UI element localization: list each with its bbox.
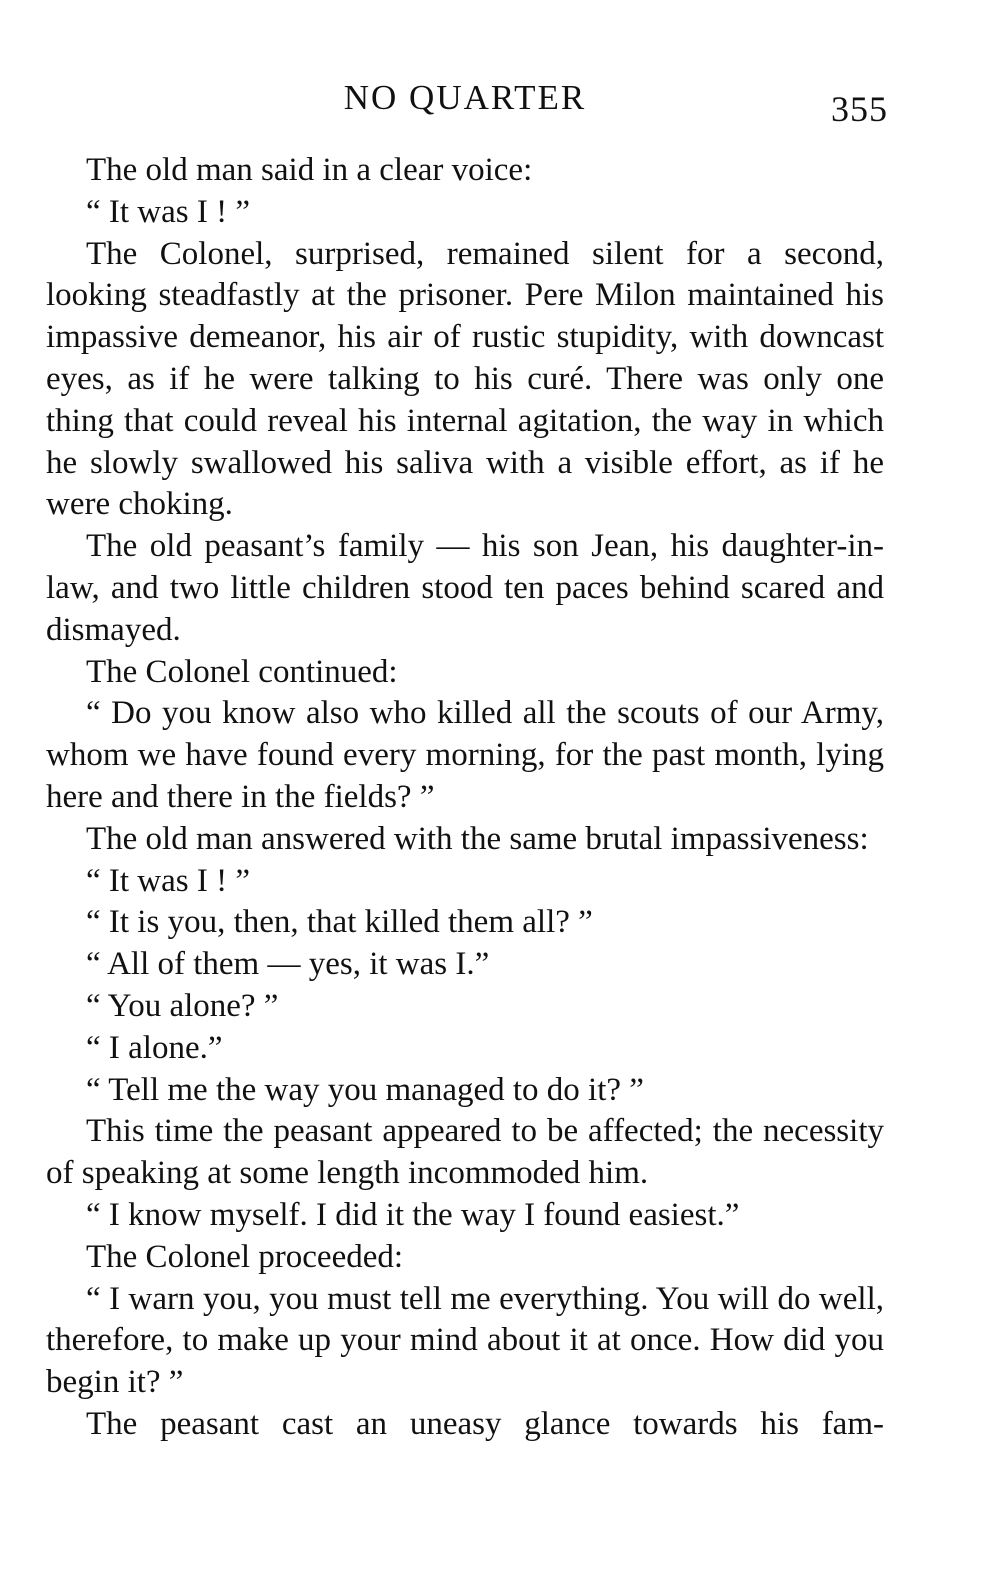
- running-head: [0, 78, 1000, 128]
- paragraph: The Colonel, surprised, remained silent for a second, looking steadfastly at the prisoner. Pere Milon maintained his impassive demeanor, his air of rustic stupidity, with downcast eyes, as if he were talking to his curé. There was only one thing that could reveal his internal agitation, the way in which he slowly swallowed his saliva with a visible effort, as if he were choking.: [46, 235, 884, 523]
- paragraph: “ I warn you, you must tell me everything. You will do well, therefore, to make up your mind about it at once. How did you begin it? ”: [46, 1280, 884, 1401]
- paragraph: “ It is you, then, that killed them all? ”: [86, 904, 593, 941]
- paragraph: “ I know myself. I did it the way I found easiest.”: [86, 1196, 740, 1233]
- paragraph: “ It was I ! ”: [86, 193, 251, 230]
- paragraph: “ Do you know also who killed all the scouts of our Army, whom we have found every morning, for the past month, lying here and there in the fields? ”: [46, 695, 884, 815]
- paragraph: The peasant cast an uneasy glance towards his fam-: [86, 1405, 884, 1442]
- paragraph: “ All of them — yes, it was I.”: [86, 946, 490, 983]
- paragraph: The Colonel proceeded:: [86, 1238, 404, 1275]
- paragraph: “ Tell me the way you managed to do it? ”: [86, 1071, 644, 1108]
- page-number: 355: [831, 89, 888, 129]
- paragraph: “ You alone? ”: [86, 987, 279, 1024]
- body-text: [46, 150, 884, 1446]
- paragraph: This time the peasant appeared to be affected; the necessity of speaking at some length incommoded him.: [46, 1113, 884, 1192]
- paragraph: The old peasant’s family — his son Jean, his daughter-in-law, and two little children stood ten paces behind scared and dismayed.: [46, 528, 884, 648]
- paragraph: “ I alone.”: [86, 1029, 223, 1066]
- paragraph: The Colonel continued:: [86, 653, 398, 690]
- paragraph: “ It was I ! ”: [86, 862, 251, 899]
- paragraph: The old man said in a clear voice:: [86, 152, 533, 188]
- running-title: NO QUARTER: [343, 78, 587, 117]
- paragraph: The old man answered with the same brutal impassiveness:: [86, 820, 869, 857]
